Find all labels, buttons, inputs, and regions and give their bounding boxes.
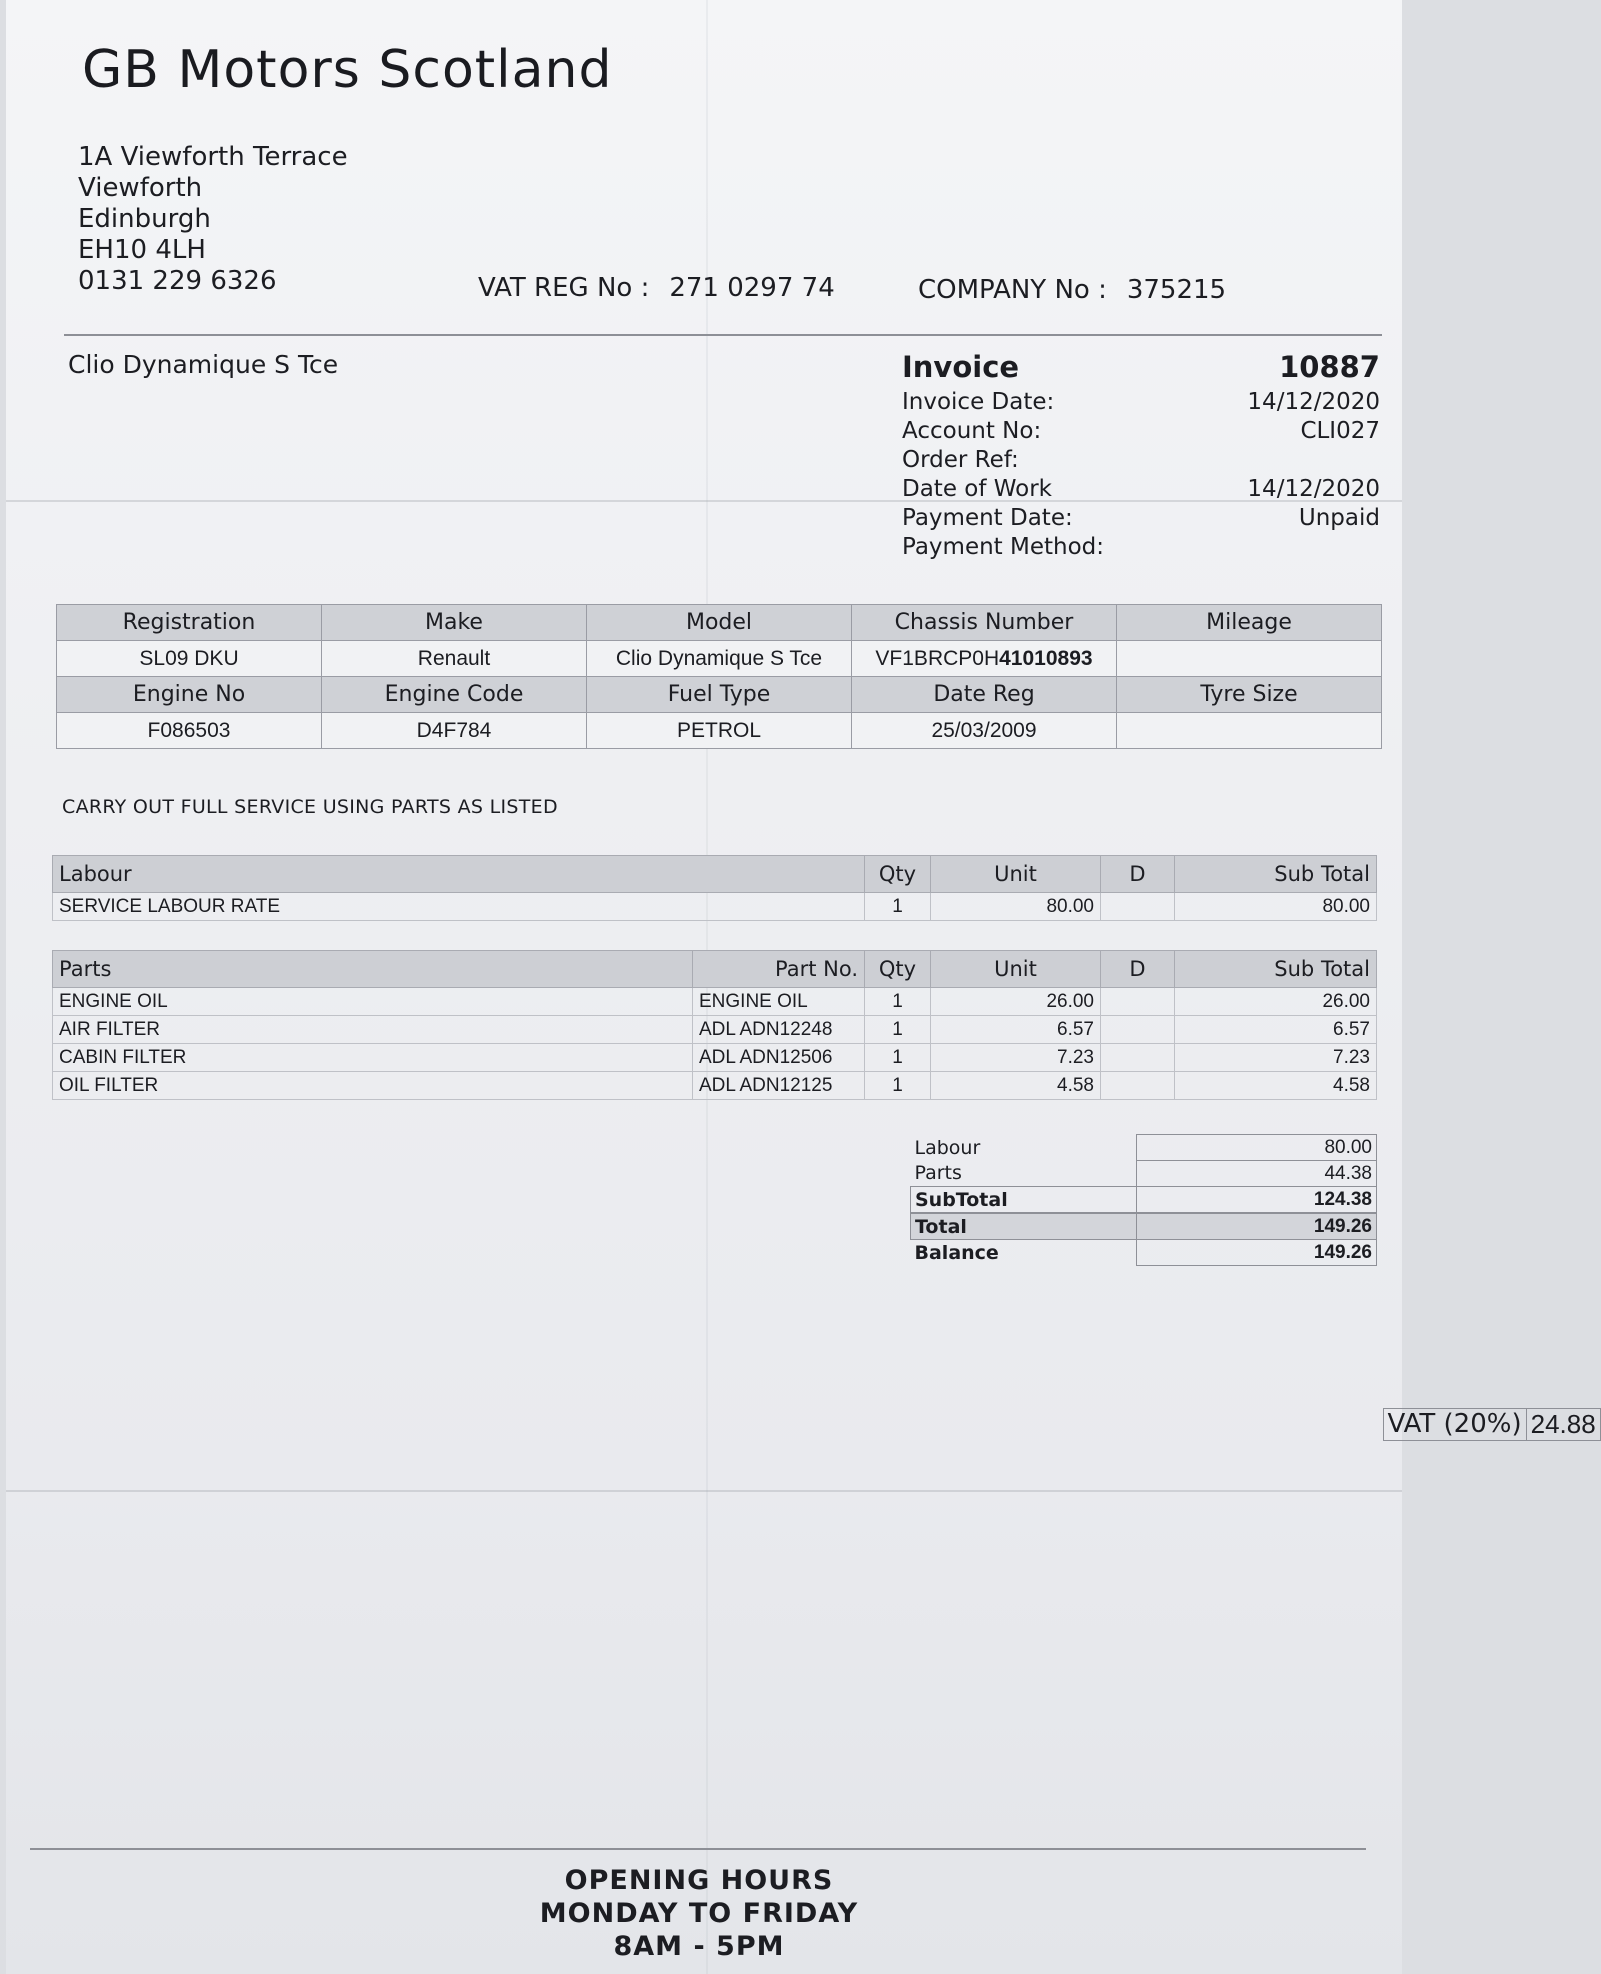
field-label: Account No:: [902, 418, 1042, 444]
field-value: Unpaid: [1298, 505, 1380, 531]
company-name: GB Motors Scotland: [82, 40, 613, 100]
d-header: D: [1101, 856, 1175, 893]
field-label: Invoice Date:: [902, 389, 1055, 415]
invoice-field: [902, 504, 1380, 533]
totals-labour-label: Labour: [914, 1136, 981, 1159]
field-label: Date of Work: [902, 476, 1053, 502]
company-address: [78, 142, 348, 297]
part-subtotal: 6.57: [1175, 1016, 1377, 1044]
part-qty: 1: [865, 1044, 931, 1072]
address-postcode: EH10 4LH: [78, 235, 206, 265]
chassis-number-value: [852, 641, 1117, 677]
totals-row: [911, 1135, 1377, 1161]
totals-row: [911, 1214, 1377, 1240]
vat-reg-label: VAT REG No :: [478, 273, 650, 303]
company-number: [918, 275, 1226, 305]
table-header-row: [57, 677, 1382, 713]
totals-row: [911, 1161, 1377, 1187]
part-unit: 7.23: [931, 1044, 1101, 1072]
invoice-number: 10887: [1279, 350, 1380, 384]
table-header-row: [53, 951, 1377, 988]
part-description: ENGINE OIL: [53, 988, 693, 1016]
table-row: [53, 893, 1377, 921]
vat-reg: [478, 273, 835, 303]
part-number: ADL ADN12248: [693, 1016, 865, 1044]
qty-header: Qty: [865, 856, 931, 893]
part-unit: 4.58: [931, 1072, 1101, 1100]
totals-parts-value: 44.38: [1137, 1161, 1377, 1187]
invoice-field: [902, 533, 1380, 562]
part-description: OIL FILTER: [53, 1072, 693, 1100]
column-header: Chassis Number: [852, 605, 1117, 641]
engine-code-value: D4F784: [322, 713, 587, 749]
part-qty: 1: [865, 1016, 931, 1044]
vehicle-description: Clio Dynamique S Tce: [68, 350, 339, 379]
field-label: Payment Date:: [902, 505, 1073, 531]
table-row: [57, 641, 1382, 677]
part-number: ENGINE OIL: [693, 988, 865, 1016]
vat-reg-value: 271 0297 74: [669, 273, 835, 303]
column-header: Mileage: [1117, 605, 1382, 641]
labour-subtotal: 80.00: [1175, 893, 1377, 921]
totals-parts-label: Parts: [914, 1162, 962, 1185]
opening-hours-days: MONDAY TO FRIDAY: [539, 1898, 859, 1929]
table-header-row: [57, 605, 1382, 641]
parts-section-header: Parts: [53, 951, 693, 988]
totals-row: [1383, 1408, 1601, 1441]
header-divider: [64, 334, 1382, 336]
vat-value: 24.88: [1526, 1408, 1600, 1440]
column-header: Make: [322, 605, 587, 641]
mileage-value: [1117, 641, 1382, 677]
labour-section-header: Labour: [53, 856, 865, 893]
column-header: Fuel Type: [587, 677, 852, 713]
balance-value: 149.26: [1137, 1240, 1377, 1266]
totals-row: [911, 1187, 1377, 1213]
labour-table: [52, 855, 1377, 921]
company-phone: 0131 229 6326: [78, 266, 277, 296]
table-row: [53, 1044, 1377, 1072]
invoice-field: [902, 446, 1380, 475]
invoice-heading: [902, 350, 1380, 384]
column-header: Engine No: [57, 677, 322, 713]
part-number: ADL ADN12125: [693, 1072, 865, 1100]
part-qty: 1: [865, 988, 931, 1016]
subtotal-value: 124.38: [1137, 1187, 1377, 1213]
part-number: ADL ADN12506: [693, 1044, 865, 1072]
table-row: [53, 1016, 1377, 1044]
part-d: [1101, 1016, 1175, 1044]
company-number-value: 375215: [1126, 275, 1227, 305]
field-label: Order Ref:: [902, 447, 1019, 473]
opening-hours: [6, 1864, 1392, 1963]
paper-fold: [6, 1490, 1402, 1492]
table-row: [53, 988, 1377, 1016]
opening-hours-times: 8AM - 5PM: [613, 1931, 785, 1962]
address-line: Edinburgh: [78, 204, 211, 234]
totals-labour-value: 80.00: [1137, 1135, 1377, 1161]
column-header: Tyre Size: [1117, 677, 1382, 713]
part-description: AIR FILTER: [53, 1016, 693, 1044]
column-header: Model: [587, 605, 852, 641]
field-value: 14/12/2020: [1247, 389, 1380, 415]
invoice-field: [902, 388, 1380, 417]
unit-header: Unit: [931, 951, 1101, 988]
opening-hours-title: OPENING HOURS: [564, 1865, 834, 1896]
field-value: CLI027: [1300, 418, 1380, 444]
labour-d: [1101, 893, 1175, 921]
part-description: CABIN FILTER: [53, 1044, 693, 1072]
chassis-suffix: 41010893: [999, 646, 1093, 670]
invoice-details: [902, 350, 1380, 562]
labour-qty: 1: [865, 893, 931, 921]
field-label: Payment Method:: [902, 534, 1105, 560]
chassis-prefix: VF1BRCP0H: [875, 646, 1000, 670]
part-unit: 6.57: [931, 1016, 1101, 1044]
table-row: [53, 1072, 1377, 1100]
totals-row: [911, 1240, 1377, 1266]
make-value: Renault: [322, 641, 587, 677]
unit-header: Unit: [931, 856, 1101, 893]
vat-label: VAT (20%): [1383, 1408, 1526, 1440]
subtotal-header: Sub Total: [1175, 856, 1377, 893]
part-d: [1101, 1072, 1175, 1100]
invoice-page: [6, 0, 1596, 1974]
labour-description: SERVICE LABOUR RATE: [53, 893, 865, 921]
subtotal-header: Sub Total: [1175, 951, 1377, 988]
company-number-label: COMPANY No :: [918, 275, 1107, 305]
column-header: Date Reg: [852, 677, 1117, 713]
totals-summary: [910, 1134, 1596, 1439]
qty-header: Qty: [865, 951, 931, 988]
subtotal-label: SubTotal: [911, 1187, 1137, 1213]
balance-label: Balance: [914, 1241, 999, 1264]
column-header: Engine Code: [322, 677, 587, 713]
invoice-field: [902, 417, 1380, 446]
footer-divider: [30, 1848, 1366, 1850]
registration-value: SL09 DKU: [57, 641, 322, 677]
part-subtotal: 7.23: [1175, 1044, 1377, 1072]
total-label: Total: [911, 1214, 1137, 1240]
part-unit: 26.00: [931, 988, 1101, 1016]
part-d: [1101, 1044, 1175, 1072]
model-value: Clio Dynamique S Tce: [587, 641, 852, 677]
address-line: 1A Viewforth Terrace: [78, 142, 348, 172]
address-line: Viewforth: [78, 173, 203, 203]
vehicle-details-table: [56, 604, 1382, 749]
d-header: D: [1101, 951, 1175, 988]
invoice-field: [902, 475, 1380, 504]
tyre-size-value: [1117, 713, 1382, 749]
parts-table: [52, 950, 1377, 1100]
part-subtotal: 26.00: [1175, 988, 1377, 1016]
part-d: [1101, 988, 1175, 1016]
part-no-header: Part No.: [693, 951, 865, 988]
total-value: 149.26: [1137, 1214, 1377, 1240]
fuel-type-value: PETROL: [587, 713, 852, 749]
part-subtotal: 4.58: [1175, 1072, 1377, 1100]
date-reg-value: 25/03/2009: [852, 713, 1117, 749]
table-header-row: [53, 856, 1377, 893]
column-header: Registration: [57, 605, 322, 641]
table-row: [57, 713, 1382, 749]
invoice-title: Invoice: [902, 350, 1020, 384]
labour-unit: 80.00: [931, 893, 1101, 921]
part-qty: 1: [865, 1072, 931, 1100]
field-value: 14/12/2020: [1247, 476, 1380, 502]
engine-no-value: F086503: [57, 713, 322, 749]
work-instruction: CARRY OUT FULL SERVICE USING PARTS AS LISTED: [62, 796, 558, 818]
